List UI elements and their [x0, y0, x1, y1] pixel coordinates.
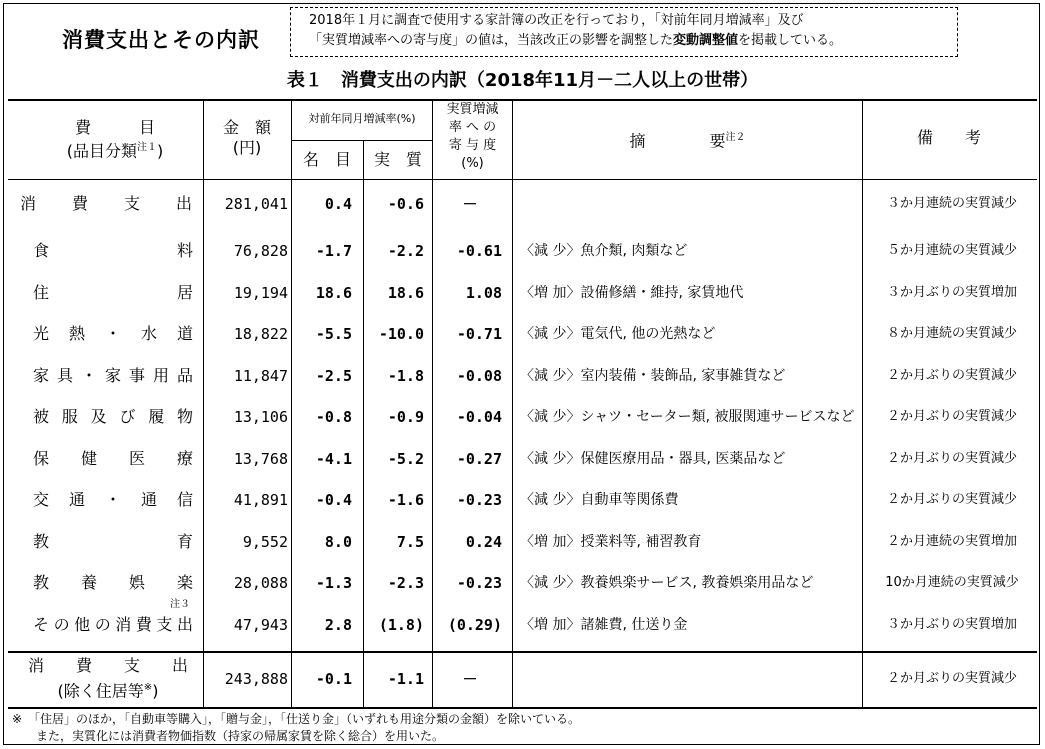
- row-real-rate: -0.9: [387, 408, 424, 426]
- row-amount: 28,088: [233, 574, 288, 592]
- row-summary: 〈減 少〉自動車等関係費: [520, 492, 679, 508]
- row-summary: 〈増 加〉設備修繕・維持, 家賃地代: [520, 285, 744, 301]
- row-nominal-rate: -5.5: [315, 325, 352, 343]
- row-name: 消 費 支 出 (除く住居等※): [27, 656, 188, 701]
- row-summary: 〈増 加〉諸雑費, 仕送り金: [520, 617, 688, 633]
- row-remarks: ３か月連続の実質減少: [886, 196, 1017, 211]
- row-nominal-rate: -2.5: [315, 367, 352, 385]
- row-real-rate: -1.1: [387, 670, 424, 688]
- row-contribution: -0.08: [456, 367, 502, 385]
- row-nominal-rate: -0.8: [315, 408, 352, 426]
- row-name: 消費支出: [20, 194, 192, 213]
- note-line-2: 「実質増減率への寄与度」の値は，当該改正の影響を調整した変動調整値を掲載している。: [309, 33, 843, 48]
- row-contribution: -0.23: [456, 491, 502, 509]
- table-row: [0, 563, 1045, 603]
- row-real-rate: -2.2: [387, 242, 424, 260]
- row-name: 教養娯楽: [33, 573, 193, 592]
- row-contribution: -0.71: [456, 325, 502, 343]
- row-name: その他の消費支出: [33, 615, 193, 634]
- row-remarks: ３か月ぶりの実質増加: [886, 285, 1017, 300]
- row-summary: 〈減 少〉電気代, 他の光熱など: [520, 326, 716, 342]
- row-contribution: －: [462, 670, 478, 688]
- table-row: [0, 273, 1045, 313]
- row-summary: 〈減 少〉シャツ・セーター類, 被服関連サービスなど: [520, 409, 855, 425]
- header-amount: 金 額 (円): [222, 118, 271, 157]
- page-title: 消費支出とその内訳: [62, 28, 260, 52]
- table-row: [0, 231, 1045, 271]
- row-name: 交通・通信: [33, 490, 193, 509]
- row-real-rate: -5.2: [387, 450, 424, 468]
- table-row: [0, 356, 1045, 396]
- table-row: [0, 480, 1045, 520]
- header-sub-rule: [291, 140, 432, 141]
- header-item: 費 目 (品目分類$^{注1}$): [66, 118, 164, 161]
- adjustment-note-box: [290, 7, 958, 57]
- row-nominal-rate: 8.0: [324, 533, 352, 551]
- row-remarks: ５か月連続の実質減少: [886, 243, 1017, 258]
- row-nominal-rate: -0.1: [315, 670, 352, 688]
- row-amount: 11,847: [233, 367, 288, 385]
- row-nominal-rate: -1.7: [315, 242, 352, 260]
- row-nominal-rate: 2.8: [324, 616, 352, 634]
- row-nominal-rate: 0.4: [324, 195, 352, 213]
- row-summary: 〈減 少〉保健医療用品・器具, 医薬品など: [520, 451, 786, 467]
- row-name: 光熱・水道: [33, 324, 193, 343]
- row-amount: 19,194: [233, 284, 288, 302]
- header-contribution: 実質増減 率 へ の 寄 与 度 (%): [446, 102, 499, 171]
- row-nominal-rate: -0.4: [315, 491, 352, 509]
- row-real-rate: -10.0: [378, 325, 424, 343]
- header-rate-group: 対前年同月増減率(%): [308, 112, 416, 125]
- table-row: [0, 314, 1045, 354]
- row-real-rate: -1.8: [387, 367, 424, 385]
- table-row: [0, 522, 1045, 562]
- row-amount: 47,943: [233, 616, 288, 634]
- row-name: 住居: [33, 283, 193, 302]
- row-real-rate: -0.6: [387, 195, 424, 213]
- row-real-rate: (1.8): [378, 616, 424, 634]
- row-name: 被服及び履物: [33, 407, 193, 426]
- row-remarks: 10か月連続の実質減少: [885, 575, 1019, 590]
- row-contribution: (0.29): [447, 616, 502, 634]
- table-row: [0, 599, 1045, 645]
- row-real-rate: 18.6: [387, 284, 424, 302]
- table-row: [0, 184, 1045, 224]
- row-contribution: -0.04: [456, 408, 502, 426]
- row-nominal-rate: 18.6: [315, 284, 352, 302]
- row-amount: 18,822: [233, 325, 288, 343]
- row-amount: 281,041: [224, 195, 288, 213]
- row-remarks: ２か月ぶりの実質減少: [886, 451, 1017, 466]
- row-remarks: ２か月ぶりの実質減少: [886, 492, 1017, 507]
- row-amount: 13,768: [233, 450, 288, 468]
- row-summary: 〈増 加〉授業料等, 補習教育: [520, 534, 702, 550]
- table-top-rule: [8, 99, 1037, 101]
- row-contribution: -0.27: [456, 450, 502, 468]
- header-nominal: 名 目: [302, 150, 351, 169]
- row-name: 教育: [33, 532, 193, 551]
- row-nominal-rate: -1.3: [315, 574, 352, 592]
- row-nominal-rate: -4.1: [315, 450, 352, 468]
- table-row: [0, 397, 1045, 437]
- footnote: ※ 「住居」のほか，「自動車等購入」，「贈与金」，「仕送り金」（いずれも用途分類の金額）を除いている。 また，実質化には消費者物価指数（持家の帰属家賃を除く総合）を用いた。: [12, 712, 581, 743]
- row-note-marker: 注３: [170, 599, 190, 610]
- row-remarks: ２か月ぶりの実質減少: [886, 409, 1017, 424]
- note-line-1: 2018年１月に調査で使用する家計簿の改正を行っており，「対前年同月増減率」及び: [309, 13, 804, 28]
- row-real-rate: -1.6: [387, 491, 424, 509]
- row-remarks: ２か月ぶりの実質減少: [886, 368, 1017, 383]
- row-amount: 9,552: [242, 533, 288, 551]
- row-contribution: -0.23: [456, 574, 502, 592]
- row-amount: 243,888: [224, 670, 288, 688]
- row-contribution: -0.61: [456, 242, 502, 260]
- row-remarks: ８か月連続の実質減少: [886, 326, 1017, 341]
- row-amount: 41,891: [233, 491, 288, 509]
- table-title: 表１ 消費支出の内訳（2018年11月－二人以上の世帯）: [286, 70, 759, 91]
- row-remarks: ２か月連続の実質増加: [886, 534, 1017, 549]
- row-contribution: 1.08: [465, 284, 502, 302]
- table-bottom-rule: [8, 707, 1037, 709]
- row-remarks: ３か月ぶりの実質増加: [886, 617, 1017, 632]
- row-contribution: 0.24: [465, 533, 502, 551]
- header-real: 実 質: [373, 150, 422, 169]
- row-real-rate: 7.5: [396, 533, 424, 551]
- row-summary: 〈減 少〉室内装備・装飾品, 家事雑貨など: [520, 368, 786, 384]
- row-summary: 〈減 少〉教養娯楽サービス, 教養娯楽用品など: [520, 575, 814, 591]
- row-name: 家具・家事用品: [33, 366, 193, 385]
- row-name: 保健医療: [33, 449, 193, 468]
- row-amount: 13,106: [233, 408, 288, 426]
- row-contribution: －: [462, 195, 478, 213]
- row-name: 食料: [33, 241, 193, 260]
- table-header-rule: [8, 179, 1037, 180]
- row-summary: 〈減 少〉魚介類, 肉類など: [520, 243, 688, 259]
- table-row: [0, 439, 1045, 479]
- row-real-rate: -2.3: [387, 574, 424, 592]
- row-remarks: ２か月ぶりの実質減少: [886, 671, 1017, 686]
- table-subtotal-rule: [8, 651, 1037, 653]
- header-summary: 摘 要$^{注2}$: [629, 131, 746, 151]
- row-amount: 76,828: [233, 242, 288, 260]
- header-remarks: 備 考: [916, 128, 981, 147]
